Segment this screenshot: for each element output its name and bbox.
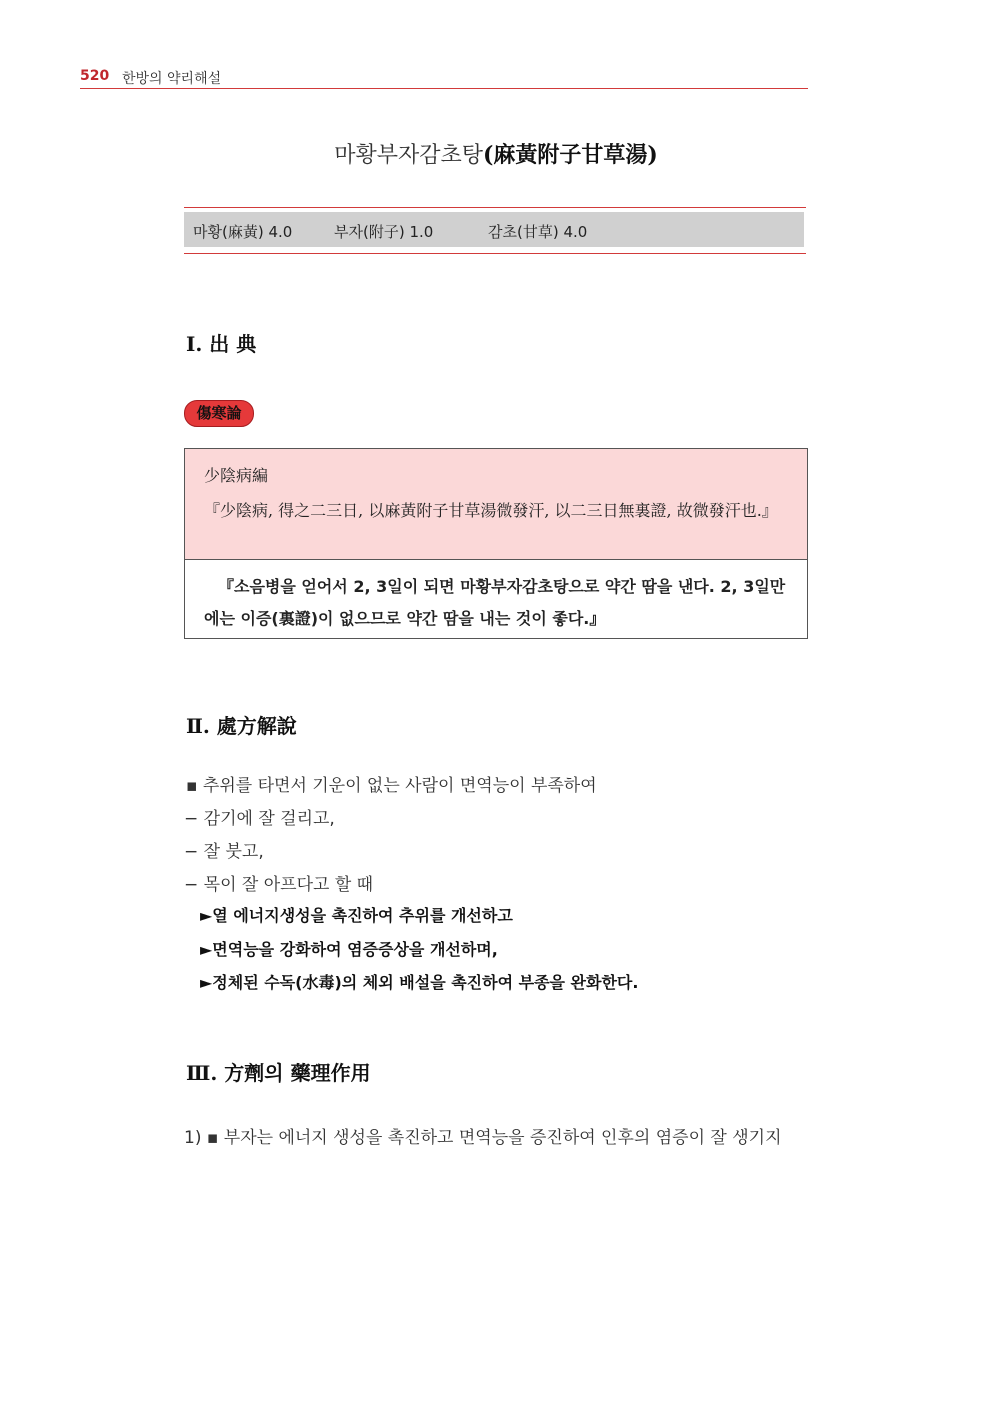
quote-original xyxy=(185,449,807,560)
effect-line-2: ►면역능을 강화하여 염증증상을 개선하며, xyxy=(200,940,498,959)
section-1-heading: Ⅰ. 出 典 xyxy=(186,332,257,356)
explanation-line-2: − 감기에 잘 걸리고, xyxy=(184,809,335,829)
quote-text: 『少陰病, 得之二三日, 以麻黃附子甘草湯微發汗, 以二三日無裏證, 故微發汗也.』 xyxy=(204,501,778,520)
quote-translation: 『소음병을 얻어서 2, 3일이 되면 마황부자감초탕으로 약간 땀을 낸다. 2, 3일만에는 이증(裏證)이 없으므로 약간 땀을 내는 것이 좋다.』 xyxy=(204,577,786,628)
source-quote-box xyxy=(184,448,808,639)
ingredient-1: 마황(麻黃) 4.0 xyxy=(193,223,293,241)
section-2-heading: Ⅱ. 處方解說 xyxy=(186,714,297,738)
pharmacology-line-1: 1) ▪ 부자는 에너지 생성을 촉진하고 면역능을 증진하여 인후의 염증이 잘 생기지 xyxy=(184,1128,782,1148)
ingredient-bottom-rule xyxy=(184,253,806,254)
effect-line-1: ►열 에너지생성을 촉진하여 추위를 개선하고 xyxy=(200,906,513,925)
running-header xyxy=(80,66,808,89)
section-3-heading: Ⅲ. 方劑의 藥理作用 xyxy=(186,1061,371,1085)
title-hanja: (麻黃附子甘草湯) xyxy=(482,142,658,168)
ingredient-2: 부자(附子) 1.0 xyxy=(334,223,434,241)
effect-line-3: ►정체된 수독(水毒)의 체외 배설을 촉진하여 부종을 완화한다. xyxy=(200,973,639,992)
quote-chapter: 少陰病編 xyxy=(204,466,269,485)
source-badge: 傷寒論 xyxy=(184,400,254,427)
ingredient-3: 감초(甘草) 4.0 xyxy=(488,223,588,241)
ingredient-bar xyxy=(184,212,804,247)
explanation-line-1: ▪ 추위를 타면서 기운이 없는 사람이 면역능이 부족하여 xyxy=(186,776,597,796)
explanation-line-3: − 잘 붓고, xyxy=(184,842,264,862)
explanation-line-4: − 목이 잘 아프다고 할 때 xyxy=(184,875,374,895)
book-title: 한방의 약리해설 xyxy=(122,71,222,87)
page-number: 520 xyxy=(80,68,110,84)
prescription-title xyxy=(184,138,808,169)
title-korean: 마황부자감초탕 xyxy=(334,143,483,168)
ingredient-top-rule xyxy=(184,207,806,208)
